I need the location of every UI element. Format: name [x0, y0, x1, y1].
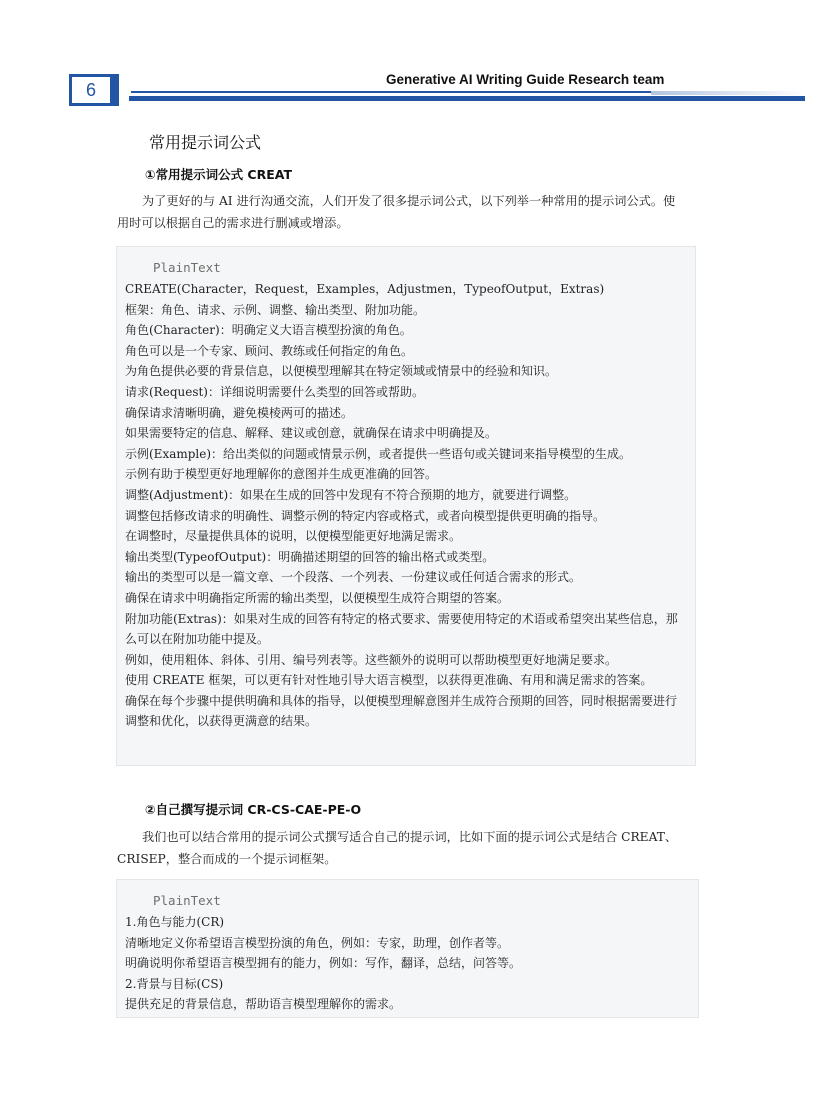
part1-heading: ①常用提示词公式 CREAT: [145, 167, 293, 182]
code-line: 提供充足的背景信息，帮助语言模型理解你的需求。: [125, 997, 402, 1012]
code-line: 清晰地定义你希望语言模型扮演的角色，例如：专家，助理，创作者等。: [125, 935, 510, 950]
header-rule-thick: [129, 96, 805, 101]
code-line: 输出的类型可以是一篇文章、一个段落、一个列表、一份建议或任何适合需求的形式。: [125, 570, 582, 585]
page-number-box: [69, 74, 119, 106]
code-line: 附加功能(Extras)：如果对生成的回答有特定的格式要求、需要使用特定的术语或希望突出某些信息，那么可以在附加功能中提及。: [125, 611, 678, 647]
code-line: 角色可以是一个专家、顾问、教练或任何指定的角色。: [125, 343, 414, 358]
code-line: 输出类型(TypeofOutput)：明确描述期望的回答的输出格式或类型。: [125, 549, 495, 564]
code-line: 调整(Adjustment)：如果在生成的回答中发现有不符合预期的地方，就要进行调整。: [125, 487, 577, 502]
code-block-create: [116, 246, 696, 766]
part2-heading: ②自己撰写提示词 CR-CS-CAE-PE-O: [145, 802, 362, 817]
section-title: 常用提示词公式: [149, 133, 262, 152]
code-line: 确保在每个步骤中提供明确和具体的指导，以便模型理解意图并生成符合预期的回答，同时根据需要进行调整和优化，以获得更满意的结果。: [125, 693, 678, 729]
code-language-label: PlainText: [153, 893, 221, 908]
code-line: 角色(Character)：明确定义大语言模型扮演的角色。: [125, 323, 412, 338]
part1-intro: 为了更好的与 AI 进行沟通交流，人们开发了很多提示词公式，以下列举一种常用的提示词公式。使用时可以根据自己的需求进行删减或增添。: [117, 194, 676, 230]
code-line: 确保请求清晰明确，避免模棱两可的描述。: [125, 405, 354, 420]
page-number: 6: [72, 77, 110, 103]
code-line: 示例(Example)：给出类似的问题或情景示例，或者提供一些语句或关键词来指导模型的生成。: [125, 446, 632, 461]
code-line: 如果需要特定的信息、解释、建议或创意，就确保在请求中明确提及。: [125, 426, 498, 441]
code-lines: [125, 912, 688, 1015]
code-line: 明确说明你希望语言模型拥有的能力，例如：写作，翻译，总结，问答等。: [125, 956, 522, 971]
code-language-label: PlainText: [153, 260, 221, 275]
code-line: CREATE(Character，Request，Examples，Adjustmen，TypeofOutput，Extras): [125, 282, 605, 296]
code-line: 框架：角色、请求、示例、调整、输出类型、附加功能。: [125, 302, 426, 317]
part2-intro: 我们也可以结合常用的提示词公式撰写适合自己的提示词，比如下面的提示词公式是结合 CREAT、CRISEP，整合而成的一个提示词框架。: [117, 830, 678, 866]
code-line: 使用 CREATE 框架，可以更有针对性地引导大语言模型，以获得更准确、有用和满足需求的答案。: [125, 673, 653, 688]
code-line: 请求(Request)：详细说明需要什么类型的回答或帮助。: [125, 384, 424, 399]
code-line: 例如，使用粗体、斜体、引用、编号列表等。这些额外的说明可以帮助模型更好地满足要求。: [125, 652, 618, 667]
running-header: Generative AI Writing Guide Research team: [386, 72, 665, 87]
header-rule-thin: [131, 91, 651, 93]
code-line: 调整包括修改请求的明确性、调整示例的特定内容或格式，或者向模型提供更明确的指导。: [125, 508, 606, 523]
code-lines: [125, 279, 685, 732]
header-rule-fade: [651, 91, 805, 95]
code-block-custom: [116, 879, 699, 1018]
code-line: 2.背景与目标(CS): [125, 976, 224, 991]
code-line: 在调整时，尽量提供具体的说明，以便模型能更好地满足需求。: [125, 529, 462, 544]
code-line: 示例有助于模型更好地理解你的意图并生成更准确的回答。: [125, 467, 438, 482]
code-line: 为角色提供必要的背景信息，以便模型理解其在特定领域或情景中的经验和知识。: [125, 364, 558, 379]
code-line: 1.角色与能力(CR): [125, 915, 225, 929]
code-line: 确保在请求中明确指定所需的输出类型，以便模型生成符合期望的答案。: [125, 590, 510, 605]
